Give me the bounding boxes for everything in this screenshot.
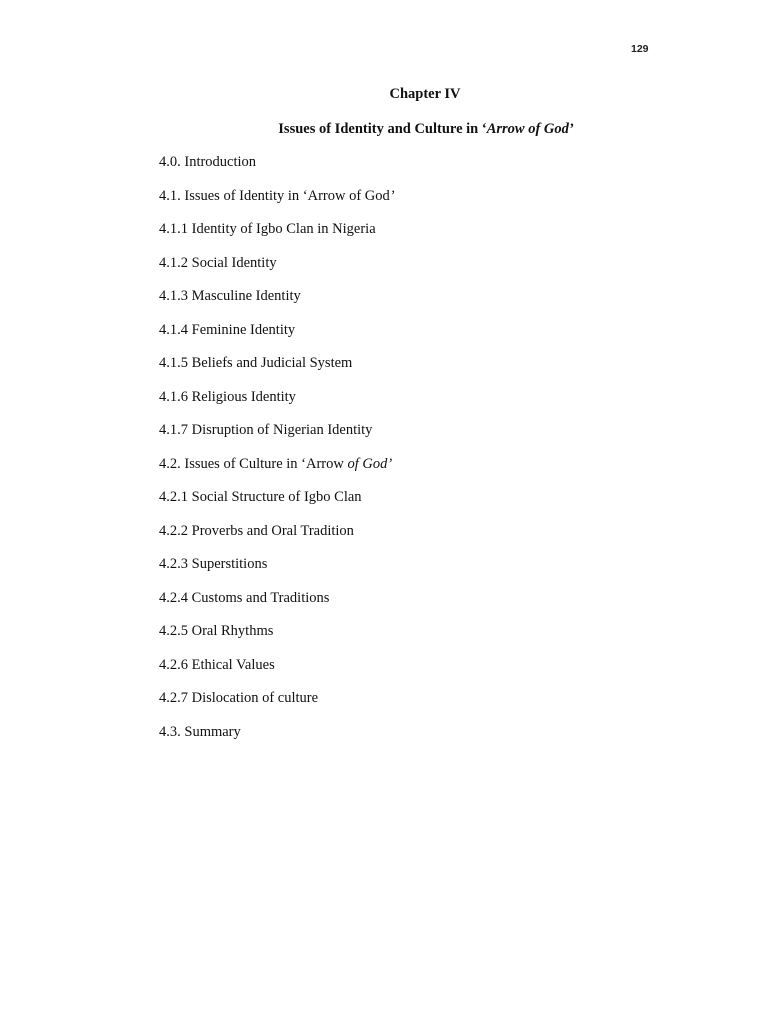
toc-item-text: 4.2.2 Proverbs and Oral Tradition bbox=[159, 522, 354, 539]
toc-item bbox=[159, 555, 395, 589]
toc-item bbox=[159, 723, 395, 757]
toc-item bbox=[159, 455, 395, 489]
toc-item bbox=[159, 254, 395, 288]
toc-item-text: 4.1.7 Disruption of Nigerian Identity bbox=[159, 422, 373, 438]
toc-item bbox=[159, 656, 395, 690]
toc-item bbox=[159, 287, 395, 321]
chapter-heading: Chapter IV bbox=[389, 86, 461, 102]
toc-item bbox=[159, 388, 395, 422]
table-of-contents bbox=[159, 153, 395, 756]
toc-item-text: 4.2.6 Ethical Values bbox=[159, 656, 275, 673]
toc-item-italic: ’ bbox=[389, 187, 395, 204]
toc-item-text: 4.2.7 Dislocation of culture bbox=[159, 690, 319, 706]
toc-item-text: 4.1.3 Masculine Identity bbox=[159, 288, 301, 304]
toc-item bbox=[159, 689, 395, 723]
chapter-subtitle-title: Arrow of God’ bbox=[486, 121, 574, 137]
toc-item-text: 4.2.1 Social Structure of Igbo Clan bbox=[159, 489, 362, 505]
toc-item-text: 4.2.4 Customs and Traditions bbox=[159, 589, 330, 606]
toc-item bbox=[159, 153, 395, 187]
toc-item-text: 4.3. Summary bbox=[159, 723, 241, 740]
toc-item bbox=[159, 220, 395, 254]
toc-item bbox=[159, 321, 395, 355]
toc-item-italic: of God’ bbox=[347, 455, 393, 472]
toc-item-text: 4.1. Issues of Identity in ‘Arrow of God bbox=[159, 187, 390, 204]
toc-item bbox=[159, 522, 395, 556]
toc-item bbox=[159, 187, 395, 221]
toc-item-text: 4.1.6 Religious Identity bbox=[159, 388, 296, 405]
toc-item-text: 4.2.5 Oral Rhythms bbox=[159, 623, 274, 639]
toc-item bbox=[159, 622, 395, 656]
toc-item-text: 4.2.3 Superstitions bbox=[159, 556, 268, 572]
toc-item-text: 4.0. Introduction bbox=[159, 154, 257, 170]
toc-item bbox=[159, 421, 395, 455]
toc-item-text: 4.1.4 Feminine Identity bbox=[159, 321, 296, 338]
toc-item bbox=[159, 354, 395, 388]
chapter-subtitle-text: Issues of Identity and Culture in ‘ bbox=[278, 121, 487, 137]
toc-item-text: 4.2. Issues of Culture in ‘Arrow bbox=[159, 455, 348, 472]
toc-item-text: 4.1.5 Beliefs and Judicial System bbox=[159, 355, 353, 371]
chapter-subtitle bbox=[0, 121, 768, 138]
toc-item bbox=[159, 589, 395, 623]
page-number: 129 bbox=[631, 43, 649, 55]
toc-item bbox=[159, 488, 395, 522]
toc-item-text: 4.1.1 Identity of Igbo Clan in Nigeria bbox=[159, 221, 376, 237]
toc-item-text: 4.1.2 Social Identity bbox=[159, 254, 277, 271]
